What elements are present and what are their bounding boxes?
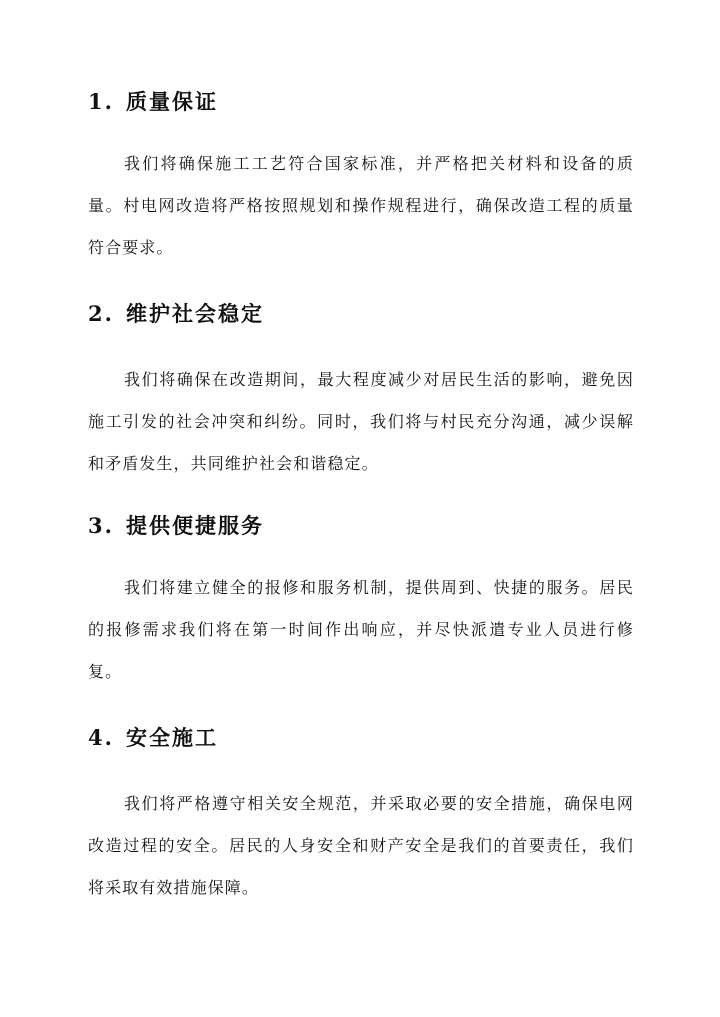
section-body-stability: 我们将确保在改造期间，最大程度减少对居民生活的影响，避免因施工引发的社会冲突和纠纷。同时，我们将与村民充分沟通，减少误解和矛盾发生，共同维护社会和谐稳定。 — [88, 370, 634, 473]
section-number: 1. — [88, 89, 114, 114]
section-number: 4. — [88, 725, 114, 750]
section-heading-safety — [88, 725, 218, 751]
section-title: 维护社会稳定 — [126, 301, 264, 326]
section-number: 3. — [88, 513, 114, 538]
section-number: 2. — [88, 301, 114, 326]
section-body-quality: 我们将确保施工工艺符合国家标准，并严格把关材料和设备的质量。村电网改造将严格按照规划和操作规程进行，确保改造工程的质量符合要求。 — [88, 154, 634, 257]
section-body-safety: 我们将严格遵守相关安全规范，并采取必要的安全措施，确保电网改造过程的安全。居民的人身安全和财产安全是我们的首要责任，我们将采取有效措施保障。 — [88, 794, 634, 897]
section-title: 提供便捷服务 — [126, 513, 264, 538]
section-title: 质量保证 — [126, 89, 218, 114]
section-title: 安全施工 — [126, 725, 218, 750]
section-heading-stability — [88, 301, 264, 327]
section-heading-service — [88, 513, 264, 539]
section-heading-quality — [88, 89, 218, 115]
section-body-service: 我们将建立健全的报修和服务机制，提供周到、快捷的服务。居民的报修需求我们将在第一时间作出响应，并尽快派遣专业人员进行修复。 — [88, 578, 634, 681]
